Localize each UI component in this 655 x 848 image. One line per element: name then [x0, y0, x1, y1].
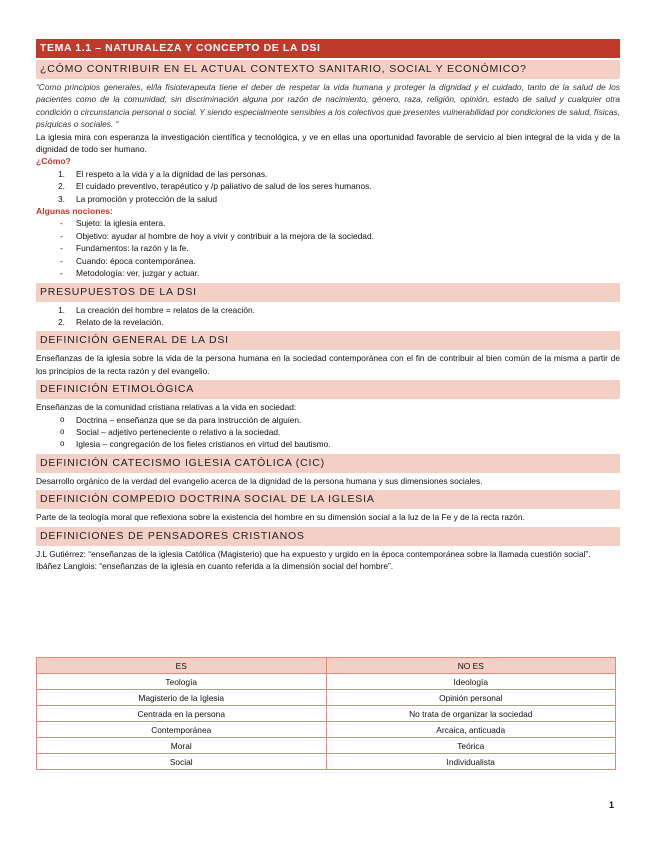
list-item	[36, 242, 620, 254]
dash-bullet: -	[60, 255, 63, 266]
table-row	[37, 722, 616, 738]
circle-bullet-icon: o	[60, 426, 65, 436]
list-item	[36, 193, 620, 205]
table-row	[37, 754, 616, 770]
list-item	[36, 438, 620, 450]
compendio-definition: Parte de la teología moral que reflexiona sobre la existencia del hombre en su dimensión social a la luz de la Fe y de la recta razón.	[36, 512, 525, 523]
subheading-como: ¿Cómo?	[36, 156, 71, 167]
list-item-text: Relato de la revelación.	[76, 316, 164, 327]
general-definition: Enseñanzas de la iglesia sobre la vida de la persona humana en la sociedad contemporánea con el fin de contribuir al bien común de la misma a partir de los principios de la recta razón y del evangelio.	[36, 353, 620, 376]
table-cell: Arcaica, anticuada	[326, 722, 616, 738]
list-number: 2.	[58, 181, 65, 192]
intro-paragraph: La iglesia mira con esperanza la investigación científica y tecnológica, y ve en ellas una oportunidad favorable de servicio al bien integral de la vida y de la dignidad de todo ser humano.	[36, 131, 620, 155]
table-row	[37, 706, 616, 722]
table-cell: Moral	[37, 738, 327, 754]
list-item	[36, 304, 620, 316]
table-row	[37, 690, 616, 706]
section-heading-contexto: ¿CÓMO CONTRIBUIR EN EL ACTUAL CONTEXTO SANITARIO, SOCIAL Y ECONÓMICO?	[36, 60, 620, 79]
list-item-text: Fundamentos: la razón y la fe.	[76, 243, 189, 254]
header-es: ES	[37, 658, 327, 674]
comparison-table	[36, 657, 616, 770]
list-item-text: Metodología: ver, juzgar y actuar.	[76, 268, 200, 279]
list-item-text: El respeto a la vida y a la dignidad de las personas.	[76, 168, 268, 179]
list-item	[36, 316, 620, 328]
document-content	[36, 39, 620, 572]
dash-bullet: -	[60, 218, 63, 229]
table-cell: Social	[37, 754, 327, 770]
page-number: 1	[609, 800, 615, 810]
list-item-text: El cuidado preventivo, terapéutico y /p paliativo de salud de los seres humanos.	[76, 181, 372, 192]
section-heading-etimologica: DEFINICIÓN ETIMOLÓGICA	[36, 380, 620, 399]
table-cell: No trata de organizar la sociedad	[326, 706, 616, 722]
list-item-text: Doctrina – enseñanza que se da para instrucción de alguien.	[76, 414, 302, 425]
table-cell: Centrada en la persona	[37, 706, 327, 722]
list-item-text: Social – adjetivo perteneciente o relativo a la sociedad.	[76, 426, 281, 437]
list-item-text: Iglesia – congregación de los fieles cristianos en virtud del bautismo.	[76, 439, 331, 450]
list-item-text: La promoción y protección de la salud	[76, 193, 218, 204]
list-item	[36, 267, 620, 279]
list-item	[36, 230, 620, 242]
section-heading-compendio: DEFINICIÓN COMPEDIO DOCTRINA SOCIAL DE LA IGLESIA	[36, 490, 620, 509]
table-cell: Individualista	[326, 754, 616, 770]
list-number: 3.	[58, 193, 65, 204]
table-header-row	[37, 658, 616, 674]
dash-bullet: -	[60, 230, 63, 241]
table-cell: Magisterio de la Iglesia	[37, 690, 327, 706]
list-item-text: Sujeto: la iglesia entera.	[76, 218, 166, 229]
list-item	[36, 180, 620, 192]
cic-definition: Desarrollo orgánico de la verdad del evangelio acerca de la dignidad de la persona humana y sus dimensiones sociales.	[36, 475, 483, 486]
etimologica-intro: Enseñanzas de la comunidad cristiana relativas a la vida en sociedad:	[36, 402, 297, 413]
etimologica-list	[36, 414, 620, 451]
table-row	[37, 738, 616, 754]
table-cell: Ideología	[326, 674, 616, 690]
list-item-text: Cuando: época contemporánea.	[76, 255, 196, 266]
list-number: 1.	[58, 168, 65, 179]
ibanez-definition: Ibáñez Langlois: “enseñanzas de la iglesia en cuanto referida a la dimensión social del hombre”.	[36, 560, 394, 571]
gutierrez-definition: J.L Gutiérrez: “enseñanzas de la iglesia Católica (Magisterio) que ha expuesto y urgido en la época contemporánea sobre la llamada cuestión social”.	[36, 548, 591, 559]
section-heading-pensadores: DEFINICIONES DE PENSADORES CRISTIANOS	[36, 527, 620, 546]
circle-bullet-icon: o	[60, 439, 65, 449]
list-number: 1.	[58, 304, 65, 315]
list-item	[36, 255, 620, 267]
header-no-es: NO ES	[326, 658, 616, 674]
dash-bullet: -	[60, 243, 63, 254]
table-cell: Contemporánea	[37, 722, 327, 738]
subheading-nociones: Algunas nociones:	[36, 206, 113, 217]
section-heading-general: DEFINICIÓN GENERAL DE LA DSI	[36, 331, 620, 350]
list-item	[36, 414, 620, 426]
como-list	[36, 168, 620, 205]
table-cell: Teología	[37, 674, 327, 690]
nociones-list	[36, 217, 620, 279]
presupuestos-list	[36, 304, 620, 329]
list-item	[36, 426, 620, 438]
document-title: TEMA 1.1 – NATURALEZA Y CONCEPTO DE LA DSI	[36, 39, 620, 58]
section-heading-presupuestos: PRESUPUESTOS DE LA DSI	[36, 283, 620, 302]
table-cell: Opinión personal	[326, 690, 616, 706]
section-heading-cic: DEFINICIÓN CATECISMO IGLESIA CATÓLICA (CIC)	[36, 454, 620, 473]
circle-bullet-icon: o	[60, 414, 65, 424]
dash-bullet: -	[60, 268, 63, 279]
list-item	[36, 217, 620, 229]
list-item-text: La creación del hombre = relatos de la creación.	[76, 304, 256, 315]
quote-paragraph: “Como principios generales, el/la fisioterapeuta tiene el deber de respetar la vida humana y proteger la dignidad y el cuidado, tanto de la salud de los pacientes como de la comunidad, sin discriminación alguna por razón de nacimiento, género, raza, religión, opinión, estado de salud y cualquier otra condición o circunstancia personal o social. Y siendo especialmente sensibles a los colectivos que presentes vulnerabilidad por condiciones de salud, físicas, psíquicas o sociales. “	[36, 82, 620, 130]
table-cell: Teórica	[326, 738, 616, 754]
list-number: 2.	[58, 316, 65, 327]
list-item-text: Objetivo: ayudar al hombre de hoy a vivir y contribuir a la mejora de la sociedad.	[76, 230, 374, 241]
table-row	[37, 674, 616, 690]
list-item	[36, 168, 620, 180]
